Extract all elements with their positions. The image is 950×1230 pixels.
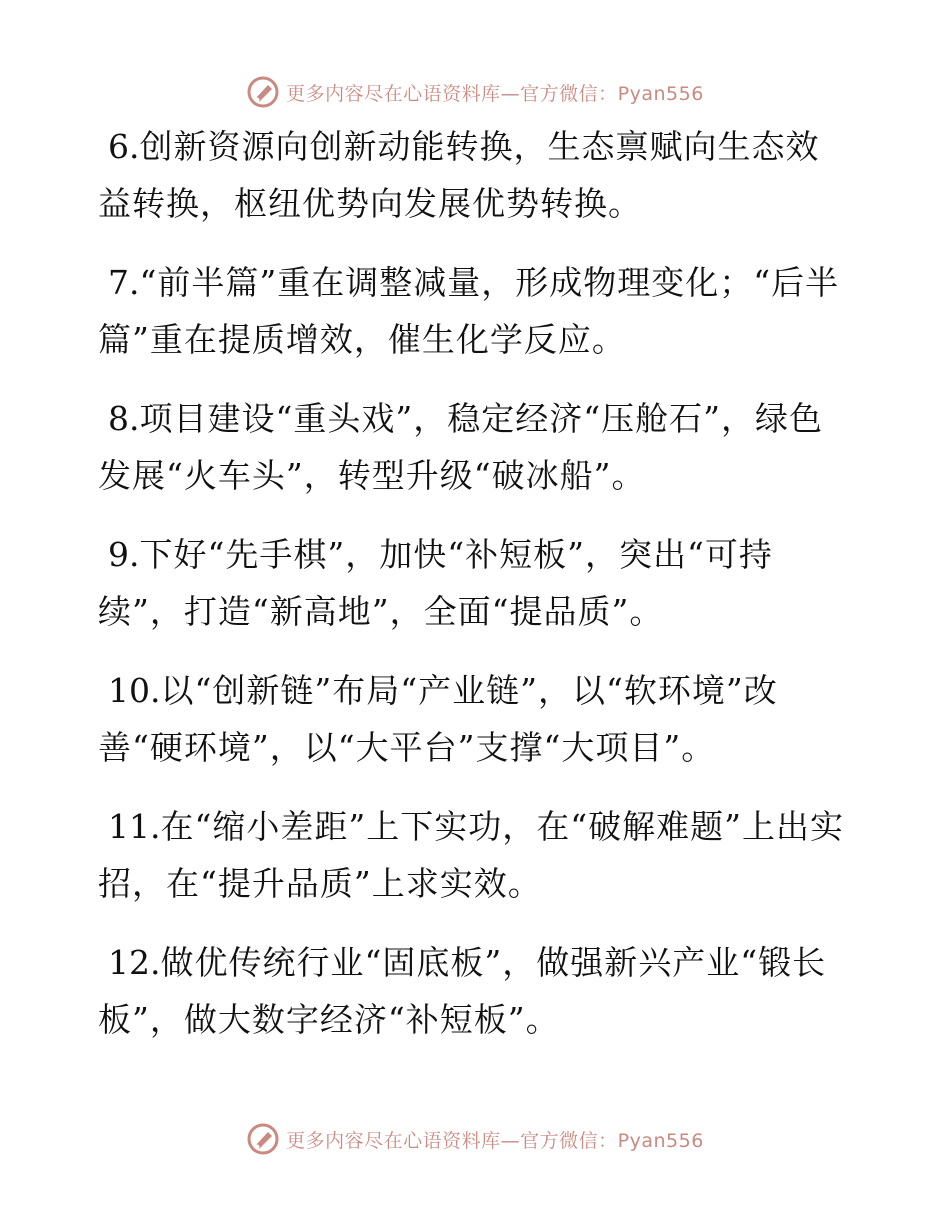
item-text: 项目建设“重头戏”，稳定经济“压舱石”，绿色发展“火车头”，转型升级“破冰船”。 bbox=[98, 399, 823, 495]
item-number: 8. bbox=[108, 399, 140, 438]
pen-nib-logo-icon bbox=[246, 75, 280, 109]
item-number: 11. bbox=[108, 807, 161, 846]
list-item-9 bbox=[98, 526, 850, 640]
watermark-text: 更多内容尽在心语资料库—官方微信：Pyan556 bbox=[286, 82, 704, 105]
list-item-7 bbox=[98, 254, 850, 368]
list-item-11 bbox=[98, 798, 850, 912]
item-number: 9. bbox=[108, 535, 140, 574]
item-number: 12. bbox=[108, 943, 161, 982]
watermark-text: 更多内容尽在心语资料库—官方微信：Pyan556 bbox=[286, 1129, 704, 1152]
item-text: 创新资源向创新动能转换，生态禀赋向生态效益转换，枢纽优势向发展优势转换。 bbox=[98, 127, 820, 223]
item-number: 7. bbox=[108, 263, 140, 302]
item-number: 6. bbox=[108, 127, 140, 166]
list-item-12 bbox=[98, 934, 850, 1048]
item-text: 做优传统行业“固底板”，做强新兴产业“锻长板”，做大数字经济“补短板”。 bbox=[98, 943, 827, 1039]
watermark-footer bbox=[0, 1117, 950, 1161]
item-text: “前半篇”重在调整减量，形成物理变化；“后半篇”重在提质增效，催生化学反应。 bbox=[98, 263, 840, 359]
item-text: 在“缩小差距”上下实功，在“破解难题”上出实招，在“提升品质”上求实效。 bbox=[98, 807, 844, 903]
list-item-10 bbox=[98, 662, 850, 776]
document-body bbox=[98, 118, 850, 1070]
pen-nib-logo-icon bbox=[246, 1122, 280, 1156]
item-text: 下好“先手棋”，加快“补短板”，突出“可持续”，打造“新高地”，全面“提品质”。 bbox=[98, 535, 773, 631]
list-item-6 bbox=[98, 118, 850, 232]
list-item-8 bbox=[98, 390, 850, 504]
watermark-header bbox=[0, 70, 950, 114]
item-text: 以“创新链”布局“产业链”，以“软环境”改善“硬环境”，以“大平台”支撑“大项目”。 bbox=[98, 671, 778, 767]
item-number: 10. bbox=[108, 671, 161, 710]
